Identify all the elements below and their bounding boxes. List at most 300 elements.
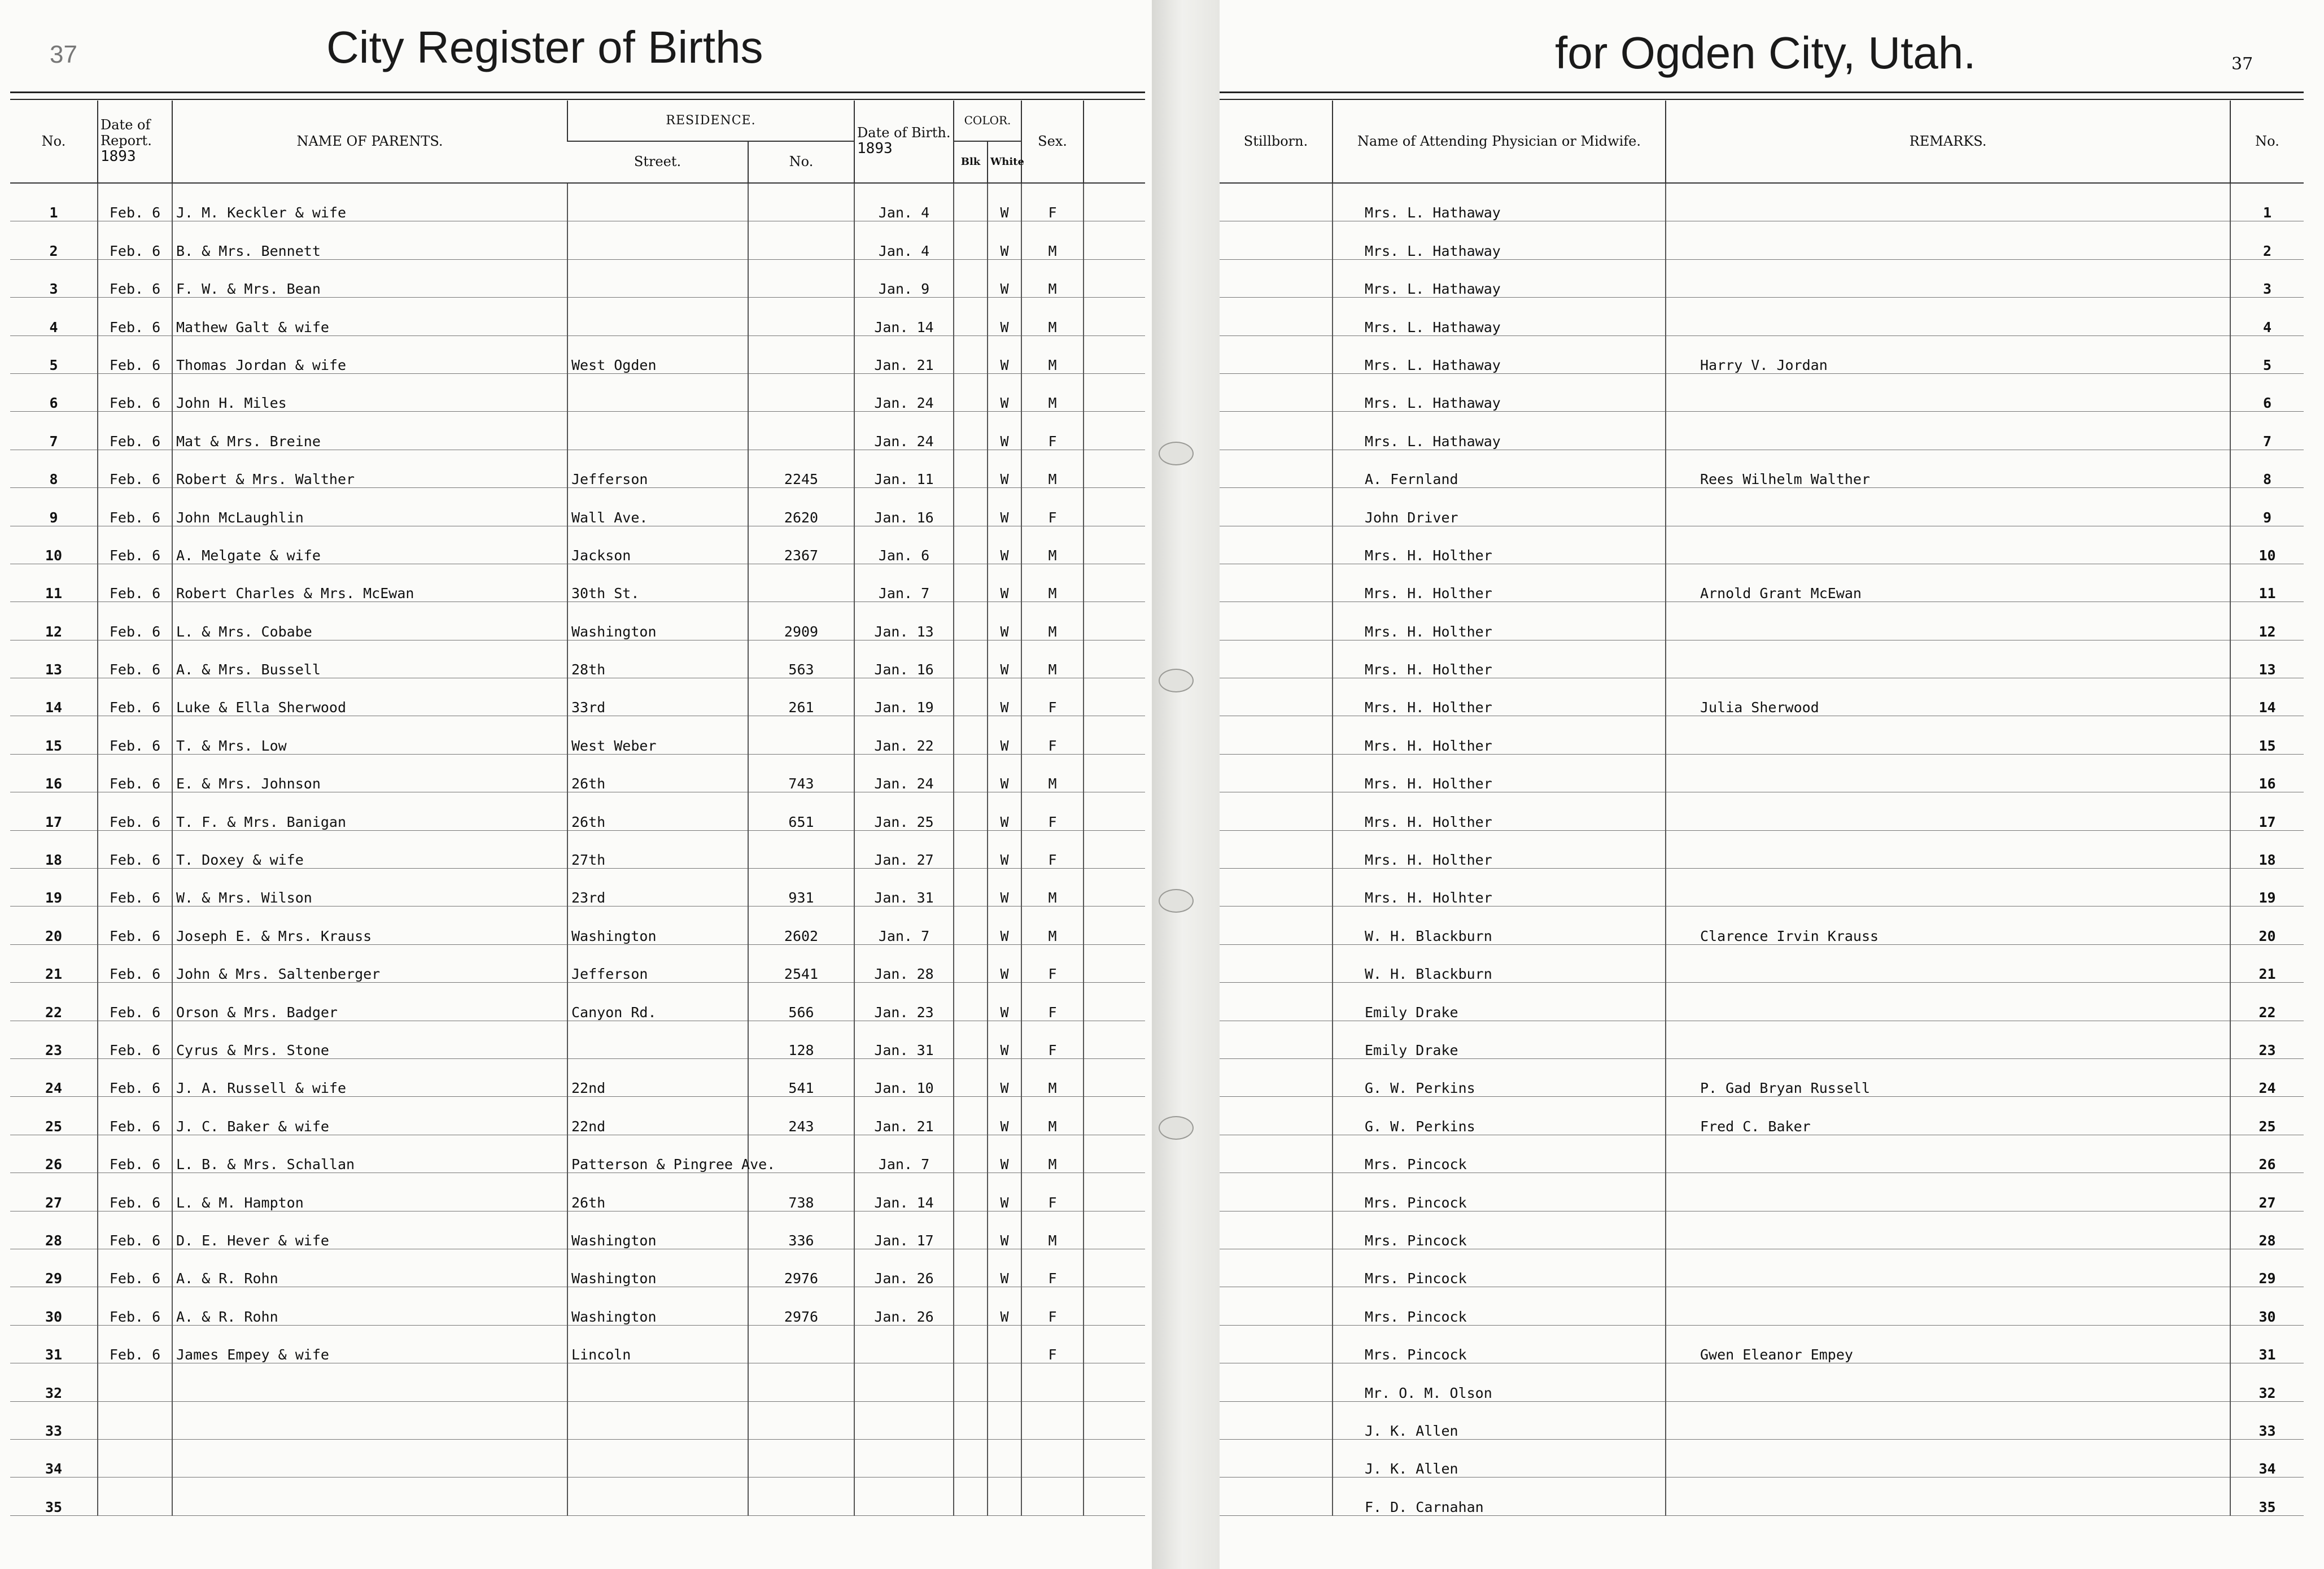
residence-number [748, 373, 854, 411]
stillborn-cell [1220, 1097, 1333, 1135]
table-row [1220, 1249, 2304, 1287]
row-number: 9 [2230, 488, 2304, 526]
binding-hole [1159, 889, 1194, 913]
table-row [1220, 906, 2304, 944]
table-row [10, 412, 1145, 450]
parents-name: L. & Mrs. Cobabe [172, 602, 567, 640]
sex-value: M [1021, 450, 1084, 487]
remarks-text [1666, 259, 2230, 297]
color-blk [954, 754, 988, 792]
birth-date: Jan. 4 [854, 183, 954, 221]
color-blk [954, 869, 988, 906]
table-row [1220, 450, 2304, 487]
physician-name: Mrs. H. Holther [1333, 792, 1666, 830]
residence-street [567, 1478, 748, 1515]
parents-name: T. F. & Mrs. Banigan [172, 792, 567, 830]
row-number: 7 [2230, 412, 2304, 450]
sex-value: M [1021, 1211, 1084, 1249]
sex-value: F [1021, 830, 1084, 868]
residence-street [567, 298, 748, 335]
remarks-text [1666, 1249, 2230, 1287]
color-white: W [988, 944, 1021, 982]
row-number: 27 [2230, 1173, 2304, 1211]
sex-value: F [1021, 412, 1084, 450]
remarks-text [1666, 412, 2230, 450]
physician-name: G. W. Perkins [1333, 1097, 1666, 1135]
col-no-header: No. [2230, 101, 2304, 183]
residence-street [567, 1401, 748, 1439]
remarks-text: P. Gad Bryan Russell [1666, 1058, 2230, 1096]
row-number: 32 [2230, 1363, 2304, 1401]
table-row [10, 716, 1145, 754]
table-row [1220, 1173, 2304, 1211]
report-date: Feb. 6 [98, 944, 172, 982]
blank-cell [1084, 1478, 1145, 1515]
report-date: Feb. 6 [98, 1325, 172, 1363]
parents-name: John & Mrs. Saltenberger [172, 944, 567, 982]
birth-date: Jan. 21 [854, 1097, 954, 1135]
residence-street: Washington [567, 1287, 748, 1325]
birth-date: Jan. 17 [854, 1211, 954, 1249]
report-date: Feb. 6 [98, 754, 172, 792]
residence-number: 541 [748, 1058, 854, 1096]
stillborn-cell [1220, 1287, 1333, 1325]
row-number: 26 [10, 1135, 98, 1173]
stillborn-cell [1220, 678, 1333, 716]
row-number: 24 [10, 1058, 98, 1096]
physician-name: Mr. O. M. Olson [1333, 1363, 1666, 1401]
physician-name: Mrs. H. Holhter [1333, 869, 1666, 906]
table-row [10, 373, 1145, 411]
blank-cell [1084, 869, 1145, 906]
physician-name: Mrs. Pincock [1333, 1287, 1666, 1325]
parents-name: A. Melgate & wife [172, 526, 567, 564]
color-white: W [988, 488, 1021, 526]
row-number: 13 [10, 640, 98, 678]
birth-date [854, 1439, 954, 1477]
parents-name: D. E. Hever & wife [172, 1211, 567, 1249]
table-row [10, 906, 1145, 944]
date-report-label: Date of Report. [101, 116, 152, 149]
residence-number [748, 1478, 854, 1515]
color-white: W [988, 1021, 1021, 1058]
remarks-text [1666, 1173, 2230, 1211]
sex-value: M [1021, 602, 1084, 640]
stillborn-cell [1220, 1325, 1333, 1363]
blank-cell [1084, 716, 1145, 754]
parents-name: F. W. & Mrs. Bean [172, 259, 567, 297]
remarks-text: Rees Wilhelm Walther [1666, 450, 2230, 487]
birth-date: Jan. 4 [854, 221, 954, 259]
physician-name: W. H. Blackburn [1333, 944, 1666, 982]
residence-street: 26th [567, 1173, 748, 1211]
color-white: W [988, 1097, 1021, 1135]
residence-number: 128 [748, 1021, 854, 1058]
remarks-text [1666, 1135, 2230, 1173]
table-row [10, 1097, 1145, 1135]
row-number: 9 [10, 488, 98, 526]
birth-date [854, 1325, 954, 1363]
stillborn-cell [1220, 488, 1333, 526]
table-row [1220, 1058, 2304, 1096]
sex-value: M [1021, 526, 1084, 564]
table-row [1220, 602, 2304, 640]
row-number: 21 [10, 944, 98, 982]
blank-cell [1084, 488, 1145, 526]
parents-name: Robert & Mrs. Walther [172, 450, 567, 487]
stillborn-cell [1220, 183, 1333, 221]
row-number: 16 [10, 754, 98, 792]
stillborn-cell [1220, 373, 1333, 411]
col-stillborn-header: Stillborn. [1220, 101, 1333, 183]
color-white: W [988, 1058, 1021, 1096]
birth-date: Jan. 6 [854, 526, 954, 564]
row-number: 3 [2230, 259, 2304, 297]
color-white [988, 1401, 1021, 1439]
color-blk [954, 221, 988, 259]
row-number: 34 [2230, 1439, 2304, 1477]
stillborn-cell [1220, 1021, 1333, 1058]
book-gutter [1152, 0, 1220, 1569]
report-date: Feb. 6 [98, 373, 172, 411]
color-blk [954, 1249, 988, 1287]
report-date: Feb. 6 [98, 259, 172, 297]
table-row [10, 1401, 1145, 1439]
table-row [1220, 373, 2304, 411]
row-number: 11 [2230, 564, 2304, 602]
birth-date: Jan. 27 [854, 830, 954, 868]
physician-name: Emily Drake [1333, 1021, 1666, 1058]
parents-name [172, 1363, 567, 1401]
table-row [1220, 259, 2304, 297]
color-blk [954, 1401, 988, 1439]
table-row [10, 1249, 1145, 1287]
report-date: Feb. 6 [98, 716, 172, 754]
remarks-text [1666, 183, 2230, 221]
residence-number: 2245 [748, 450, 854, 487]
color-blk [954, 1173, 988, 1211]
residence-street [567, 1363, 748, 1401]
blank-cell [1084, 1021, 1145, 1058]
table-row [1220, 1439, 2304, 1477]
row-number: 12 [2230, 602, 2304, 640]
remarks-text [1666, 792, 2230, 830]
color-blk [954, 830, 988, 868]
col-res-no-header: No. [748, 141, 854, 183]
parents-name: J. C. Baker & wife [172, 1097, 567, 1135]
residence-street: Jackson [567, 526, 748, 564]
residence-street: Lincoln [567, 1325, 748, 1363]
table-row [1220, 526, 2304, 564]
header-rule [1220, 91, 2304, 100]
table-row [1220, 640, 2304, 678]
birth-date: Jan. 7 [854, 1135, 954, 1173]
table-row [10, 602, 1145, 640]
sex-value [1021, 1401, 1084, 1439]
color-white: W [988, 298, 1021, 335]
remarks-text: Clarence Irvin Krauss [1666, 906, 2230, 944]
row-number: 7 [10, 412, 98, 450]
sex-value: M [1021, 1097, 1084, 1135]
stillborn-cell [1220, 1058, 1333, 1096]
color-white: W [988, 1135, 1021, 1173]
remarks-text [1666, 830, 2230, 868]
table-row [10, 983, 1145, 1021]
remarks-text [1666, 1439, 2230, 1477]
births-register-table [10, 101, 1145, 1516]
physician-name: Mrs. H. Holther [1333, 564, 1666, 602]
row-number: 1 [10, 183, 98, 221]
table-row [10, 1363, 1145, 1401]
residence-number [748, 335, 854, 373]
sex-value: M [1021, 373, 1084, 411]
stillborn-cell [1220, 792, 1333, 830]
physician-name: Mrs. Pincock [1333, 1325, 1666, 1363]
color-blk [954, 183, 988, 221]
row-number: 8 [10, 450, 98, 487]
stillborn-cell [1220, 1135, 1333, 1173]
row-number: 34 [10, 1439, 98, 1477]
blank-cell [1084, 1135, 1145, 1173]
residence-number: 563 [748, 640, 854, 678]
color-blk [954, 1097, 988, 1135]
report-date: Feb. 6 [98, 1173, 172, 1211]
birth-date: Jan. 26 [854, 1287, 954, 1325]
table-row [10, 944, 1145, 982]
report-date: Feb. 6 [98, 298, 172, 335]
remarks-text [1666, 1021, 2230, 1058]
residence-number [748, 221, 854, 259]
residence-street: 30th St. [567, 564, 748, 602]
row-number: 23 [10, 1021, 98, 1058]
blank-cell [1084, 564, 1145, 602]
table-row [10, 640, 1145, 678]
parents-name: Mat & Mrs. Breine [172, 412, 567, 450]
blank-cell [1084, 1363, 1145, 1401]
color-blk [954, 678, 988, 716]
sex-value [1021, 1478, 1084, 1515]
residence-number [748, 1325, 854, 1363]
color-blk [954, 602, 988, 640]
table-row [1220, 716, 2304, 754]
sex-value: F [1021, 678, 1084, 716]
table-row [10, 869, 1145, 906]
color-white: W [988, 373, 1021, 411]
physician-name: Mrs. H. Holther [1333, 754, 1666, 792]
physician-name: Mrs. Pincock [1333, 1135, 1666, 1173]
table-row [10, 564, 1145, 602]
report-date [98, 1401, 172, 1439]
residence-number: 243 [748, 1097, 854, 1135]
table-row [10, 678, 1145, 716]
blank-cell [1084, 1097, 1145, 1135]
sex-value: M [1021, 1135, 1084, 1173]
parents-name: Orson & Mrs. Badger [172, 983, 567, 1021]
color-blk [954, 906, 988, 944]
residence-number: 2367 [748, 526, 854, 564]
row-number: 17 [10, 792, 98, 830]
col-residence-header: RESIDENCE. [567, 101, 854, 141]
color-white: W [988, 526, 1021, 564]
row-number: 33 [10, 1401, 98, 1439]
row-number: 30 [2230, 1287, 2304, 1325]
row-number: 6 [2230, 373, 2304, 411]
color-white: W [988, 1211, 1021, 1249]
color-white: W [988, 450, 1021, 487]
col-blk-header: Blk [954, 141, 988, 183]
row-number: 18 [10, 830, 98, 868]
blank-cell [1084, 335, 1145, 373]
row-number: 10 [2230, 526, 2304, 564]
color-blk [954, 412, 988, 450]
report-date: Feb. 6 [98, 830, 172, 868]
color-blk [954, 259, 988, 297]
table-row [1220, 944, 2304, 982]
pencil-page-note: 37 [50, 41, 77, 68]
stillborn-cell [1220, 716, 1333, 754]
residence-street: Washington [567, 602, 748, 640]
residence-street: 28th [567, 640, 748, 678]
table-row [10, 1439, 1145, 1477]
table-row [10, 1058, 1145, 1096]
birth-date [854, 1363, 954, 1401]
table-row [10, 450, 1145, 487]
binding-hole [1159, 669, 1194, 692]
blank-cell [1084, 1325, 1145, 1363]
birth-date: Jan. 14 [854, 298, 954, 335]
birth-date: Jan. 14 [854, 1173, 954, 1211]
physician-name: A. Fernland [1333, 450, 1666, 487]
table-row [1220, 488, 2304, 526]
color-white: W [988, 412, 1021, 450]
parents-name: L. & M. Hampton [172, 1173, 567, 1211]
parents-name: E. & Mrs. Johnson [172, 754, 567, 792]
blank-cell [1084, 1173, 1145, 1211]
parents-name: W. & Mrs. Wilson [172, 869, 567, 906]
physician-name: Mrs. L. Hathaway [1333, 335, 1666, 373]
report-date: Feb. 6 [98, 1287, 172, 1325]
color-blk [954, 716, 988, 754]
table-row [1220, 298, 2304, 335]
row-number: 35 [2230, 1478, 2304, 1515]
right-table-body [1220, 183, 2304, 1515]
table-row [10, 488, 1145, 526]
sex-value: F [1021, 1021, 1084, 1058]
sex-value: M [1021, 869, 1084, 906]
row-number: 29 [2230, 1249, 2304, 1287]
physician-name: Mrs. L. Hathaway [1333, 412, 1666, 450]
residence-street [567, 373, 748, 411]
residence-street: 33rd [567, 678, 748, 716]
remarks-text [1666, 488, 2230, 526]
stillborn-cell [1220, 602, 1333, 640]
color-white: W [988, 1287, 1021, 1325]
report-date: Feb. 6 [98, 906, 172, 944]
sex-value: F [1021, 983, 1084, 1021]
parents-name: John H. Miles [172, 373, 567, 411]
remarks-text [1666, 1363, 2230, 1401]
report-date: Feb. 6 [98, 1021, 172, 1058]
row-number: 12 [10, 602, 98, 640]
residence-street: Washington [567, 906, 748, 944]
header-rule [10, 91, 1145, 100]
sex-value: F [1021, 1173, 1084, 1211]
row-number: 1 [2230, 183, 2304, 221]
parents-name: Joseph E. & Mrs. Krauss [172, 906, 567, 944]
table-row [10, 1135, 1145, 1173]
table-row [10, 298, 1145, 335]
residence-street: 27th [567, 830, 748, 868]
row-number: 19 [10, 869, 98, 906]
blank-cell [1084, 298, 1145, 335]
residence-street: Wall Ave. [567, 488, 748, 526]
birth-date: Jan. 19 [854, 678, 954, 716]
color-blk [954, 450, 988, 487]
physician-name: Mrs. L. Hathaway [1333, 298, 1666, 335]
birth-date: Jan. 9 [854, 259, 954, 297]
sex-value: M [1021, 335, 1084, 373]
col-physician-header: Name of Attending Physician or Midwife. [1333, 101, 1666, 183]
birth-date: Jan. 31 [854, 869, 954, 906]
residence-number: 2602 [748, 906, 854, 944]
birth-date: Jan. 21 [854, 335, 954, 373]
stillborn-cell [1220, 754, 1333, 792]
sex-value: F [1021, 944, 1084, 982]
color-white [988, 1439, 1021, 1477]
remarks-text: Gwen Eleanor Empey [1666, 1325, 2230, 1363]
table-row [1220, 1097, 2304, 1135]
table-row [1220, 1401, 2304, 1439]
row-number: 31 [2230, 1325, 2304, 1363]
residence-number [748, 183, 854, 221]
table-row [1220, 221, 2304, 259]
residence-number [748, 830, 854, 868]
stillborn-cell [1220, 221, 1333, 259]
residence-street: 23rd [567, 869, 748, 906]
physician-name: Mrs. L. Hathaway [1333, 183, 1666, 221]
remarks-text [1666, 373, 2230, 411]
color-blk [954, 944, 988, 982]
color-white: W [988, 906, 1021, 944]
blank-cell [1084, 1287, 1145, 1325]
blank-cell [1084, 1401, 1145, 1439]
row-number: 8 [2230, 450, 2304, 487]
remarks-text: Harry V. Jordan [1666, 335, 2230, 373]
table-row [10, 335, 1145, 373]
date-report-year: 1893 [101, 148, 136, 165]
table-row [10, 830, 1145, 868]
parents-name: Robert Charles & Mrs. McEwan [172, 564, 567, 602]
table-row [10, 1021, 1145, 1058]
table-row [1220, 335, 2304, 373]
remarks-text [1666, 1287, 2230, 1325]
parents-name [172, 1439, 567, 1477]
birth-date: Jan. 16 [854, 488, 954, 526]
table-row [1220, 1325, 2304, 1363]
report-date: Feb. 6 [98, 869, 172, 906]
residence-number [748, 1363, 854, 1401]
left-page [0, 0, 1152, 1569]
color-blk [954, 1363, 988, 1401]
table-row [10, 1287, 1145, 1325]
row-number: 18 [2230, 830, 2304, 868]
birth-date: Jan. 7 [854, 906, 954, 944]
residence-street: Jefferson [567, 450, 748, 487]
color-white: W [988, 335, 1021, 373]
physician-name: Mrs. H. Holther [1333, 830, 1666, 868]
row-number: 10 [10, 526, 98, 564]
physician-name: Mrs. Pincock [1333, 1173, 1666, 1211]
